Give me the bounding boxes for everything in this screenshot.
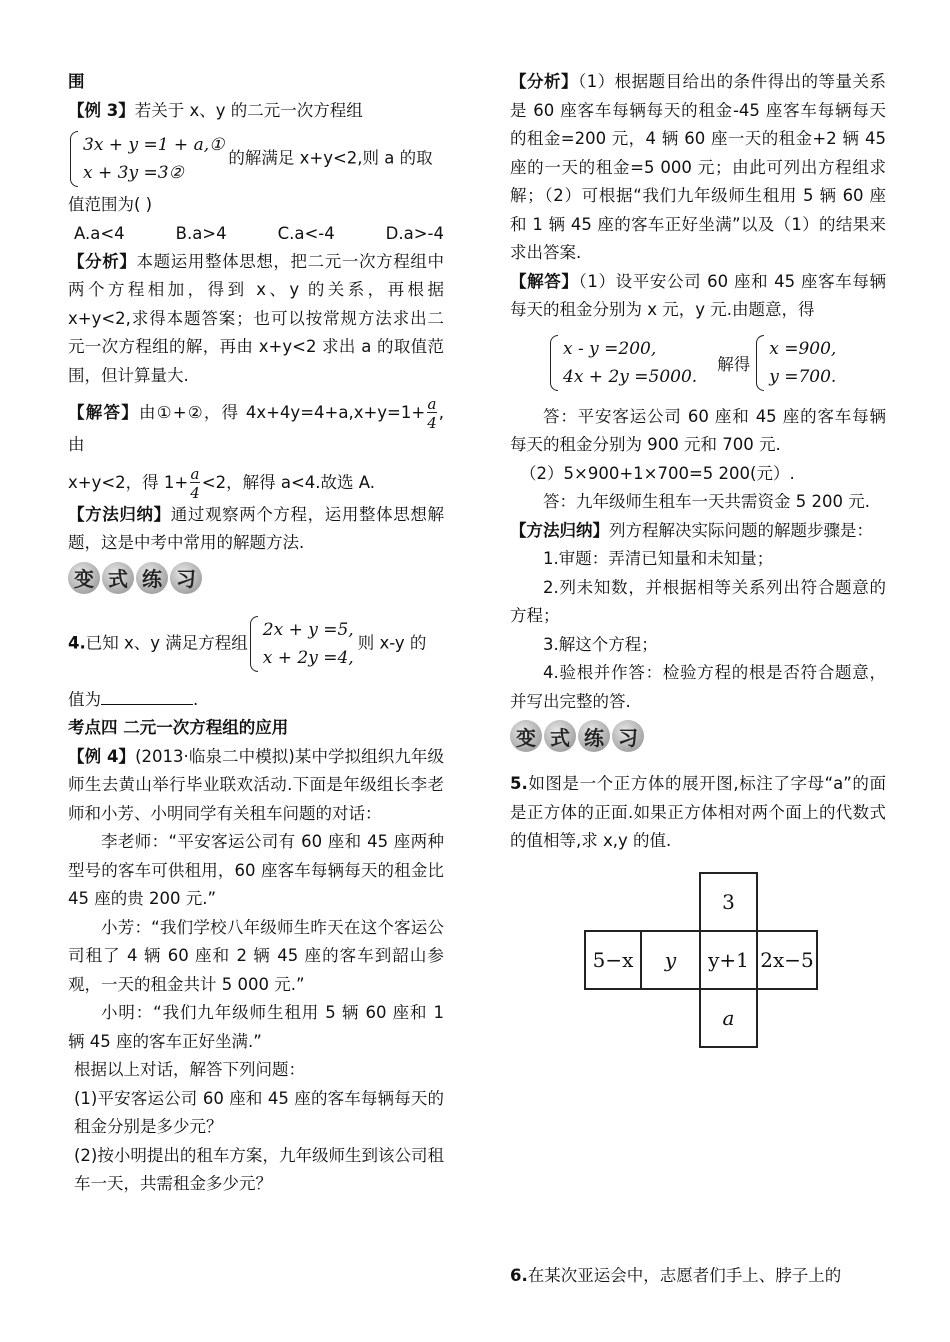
analysis-paragraph: 【分析】（1）根据题目给出的条件得出的等量关系是 60 座客车每辆每天的租金-45 座客车每辆每天的租金=200 元，4 辆 60 座一天的租金+2 辆 45 座的一天的租金=5 000 元；由此可列出方程组求解；（2）可根据“我们九年级师生租用 5 辆 60 座和 1 辆 45 座的客车正好坐满”以及（1）的结果来求出答案. (510, 72, 887, 262)
method-label: 【方法归纳】 (510, 520, 609, 540)
answer-options (68, 220, 444, 248)
option-b: B.a>4 (175, 223, 227, 243)
analysis-label: 【分析】 (68, 251, 137, 271)
section-heading: 考点四 二元一次方程组的应用 (68, 718, 289, 737)
brace (250, 616, 258, 672)
dialogue-teacher: 李老师：“平安客运公司有 60 座和 45 座两种型号的客车可供租用，60 座客车每辆每天的租金比 45 座的贵 200 元.” (68, 832, 444, 908)
question-4-line: 4.已知 x、y 满足方程组 2x + y =5, x + 2y =4, 则 x-y 的 (68, 612, 444, 676)
method-step-2: 2.列未知数，并根据相等关系列出符合题意的方程； (510, 577, 886, 625)
solution-systems (548, 331, 886, 395)
method-paragraph: 【方法归纳】列方程解决实际问题的解题步骤是： (510, 520, 873, 540)
analysis-label: 【分析】 (510, 72, 578, 91)
option-a: A.a<4 (74, 223, 125, 243)
dialogue-xiaofang: 小芳：“我们学校八年级师生昨天在这个客运公司租了 4 辆 60 座和 2 辆 45 座的客车到韶山参观，一天的租金共计 5 000 元.” (68, 917, 444, 994)
question-6-paragraph: 6.在某次亚运会中，志愿者们手上、脖子上的 (510, 1266, 842, 1285)
analysis-paragraph: 【分析】本题运用整体思想，把二元一次方程组中两个方程相加，得到 x、y 的关系，再根据 x+y<2,求得本题答案；也可以按常规方法求出二元一次方程组的解，再由 x+y<2 求出 a 的取值范围，但计算量大. (68, 251, 445, 385)
answer-paragraph: 【解答】（1）设平安公司 60 座和 45 座客车每辆每天的租金分别为 x 元，y 元.由题意，得 (510, 271, 887, 319)
net-face-top: 3 (699, 872, 758, 932)
option-d: D.a>-4 (385, 223, 444, 243)
example-4-label: 【例 4】 (68, 746, 136, 766)
equation-2: x + 2y =4, (262, 647, 354, 668)
method-label: 【方法归纳】 (68, 504, 171, 524)
answer-paragraph-2: x+y<2，得 1+ $\frac{a}{4}$ <2，解得 a<4.故选 A. (68, 464, 376, 502)
page-fragment: 围 (68, 72, 85, 91)
calculation-line: （2）5×900+1×700=5 200(元）. (520, 463, 795, 483)
example-3-intro: 【例 3】若关于 x、y 的二元一次方程组 (68, 100, 363, 120)
sub-question-2: (2)按小明提出的租车方案，九年级师生到该公司租车一天，共需租金多少元？ (74, 1145, 444, 1193)
equation-system-solution (756, 335, 836, 391)
answer-label: 【解答】 (68, 403, 139, 422)
question-4-continuation: 值为 . (68, 686, 444, 715)
answer-blank[interactable] (101, 686, 193, 705)
question-5-paragraph: 5.如图是一个正方体的展开图,标注了字母“a”的面是正方体的正面.如果正方体相对两个面上的代数式的值相等,求 x,y 的值. (510, 774, 886, 850)
example-3-system-line: 3x + y =1 + a,① x + 3y =3② 的解满足 x+y<2,则 a 的取 (68, 127, 444, 191)
equation-system (70, 131, 224, 187)
net-face-left: 5−x (584, 930, 642, 990)
answer-statement-1: 答：平安客运公司 60 座和 45 座的客车每辆每天的租金分别为 900 元和 700 元. (510, 406, 886, 454)
right-column (510, 68, 887, 1285)
net-face-center: y+1 (699, 930, 758, 990)
equation-1: 2x + y =5, (262, 619, 354, 640)
question-5-number: 5. (510, 774, 528, 793)
equation-1: 3x + y =1 + a,① (83, 135, 225, 155)
method-step-4: 4.验根并作答：检验方程的根是否符合题意，并写出完整的答. (510, 663, 886, 711)
solution-y: y =700. (769, 366, 837, 387)
brace (70, 131, 78, 187)
question-prompt: 根据以上对话，解答下列问题： (74, 1060, 305, 1079)
fraction-a-over-4: $\frac{a}{4}$ (427, 395, 437, 432)
brace (756, 335, 764, 391)
question-4-number: 4. (68, 633, 86, 652)
net-face-y: y (640, 930, 701, 990)
method-step-3: 3.解这个方程； (543, 634, 658, 654)
example-4-paragraph: 【例 4】(2013·临泉二中模拟)某中学拟组织九年级师生去黄山举行毕业联欢活动.下面是年级组长李老师和小芳、小明同学有关租车问题的对话： (68, 746, 444, 823)
equation-system (550, 335, 697, 391)
question-6-number: 6. (510, 1266, 528, 1285)
answer-paragraph-1: 【解答】由①+②，得 4x+4y=4+a,x+y=1+ $\frac{a}{4}$ ,由 (68, 395, 445, 454)
brace (550, 335, 558, 391)
sub-question-1: (1)平安客运公司 60 座和 45 座的客车每辆每天的租金分别是多少元？ (74, 1088, 444, 1136)
example-3-continuation: 值范围为( ) (68, 195, 153, 214)
equation-2: 4x + 2y =5000. (563, 366, 698, 387)
option-c: C.a<-4 (277, 223, 335, 243)
answer-statement-2: 答：九年级师生租车一天共需资金 5 200 元. (543, 492, 870, 511)
equation-system (250, 616, 354, 672)
dialogue-xiaoming: 小明：“我们九年级师生租用 5 辆 60 座和 1 辆 45 座的客车正好坐满.” (68, 1003, 444, 1051)
equation-2: x + 3y =3② (83, 163, 184, 183)
example-3-label: 【例 3】 (68, 100, 135, 120)
method-step-1: 1.审题：弄清已知量和未知量； (543, 549, 774, 568)
answer-label: 【解答】 (510, 271, 579, 291)
left-column (68, 68, 444, 1199)
fraction-a-over-4: $\frac{a}{4}$ (190, 464, 200, 502)
cube-net-figure (584, 872, 818, 1104)
net-face-right: 2x−5 (756, 930, 818, 990)
solve-word: 解得 (717, 354, 751, 374)
practice-badge: 变 式 练 习 (68, 562, 202, 594)
solution-x: x =900, (769, 338, 837, 359)
equation-1: x - y =200, (563, 338, 657, 359)
method-paragraph: 【方法归纳】通过观察两个方程，运用整体思想解题，这是中考中常用的解题方法. (68, 504, 445, 552)
net-face-front: a (699, 988, 758, 1048)
practice-badge: 变 式 练 习 (510, 720, 644, 752)
